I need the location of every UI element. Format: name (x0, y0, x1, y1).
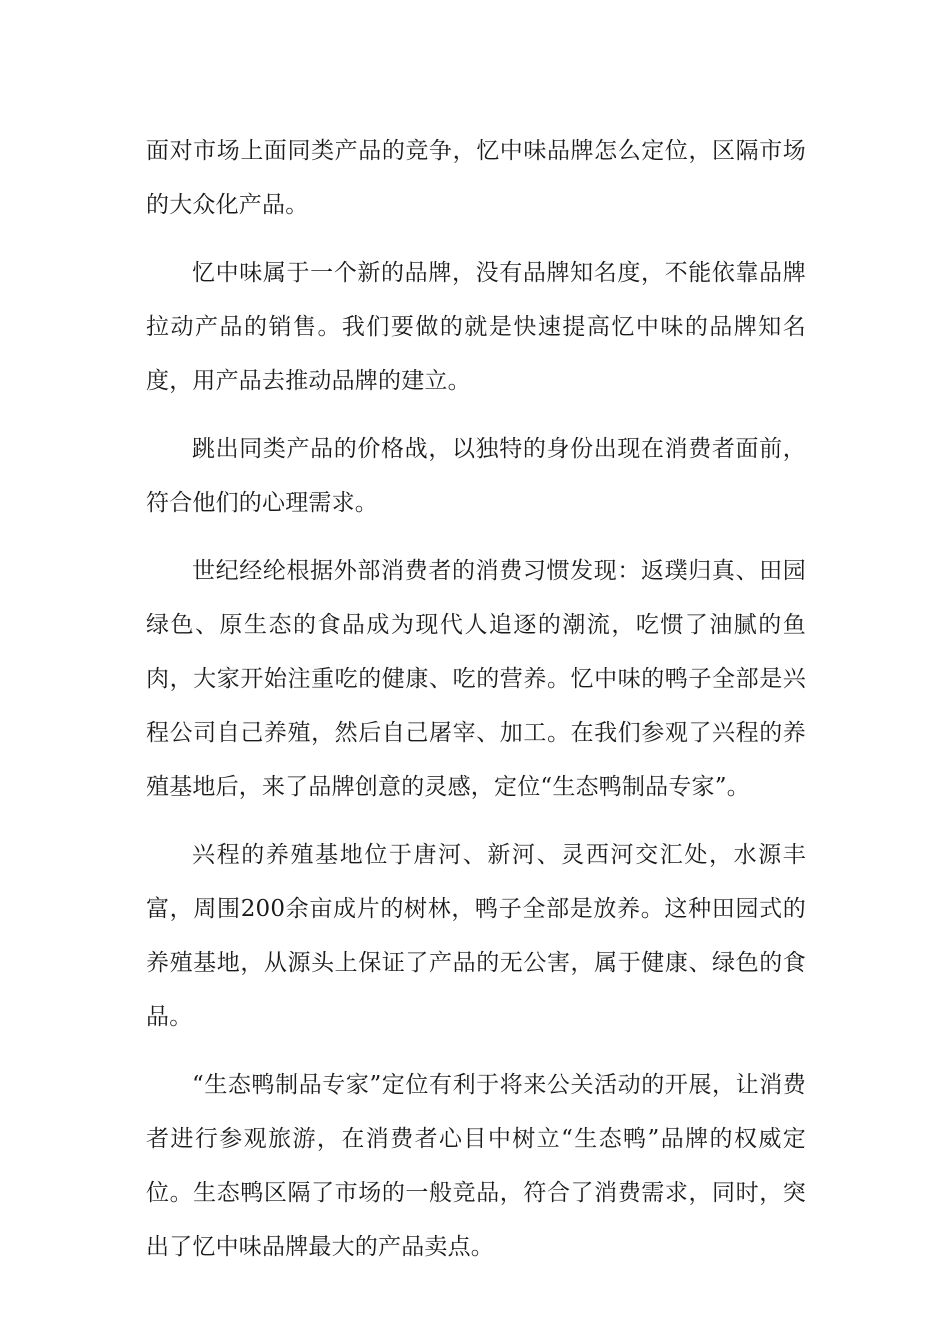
document-body (146, 124, 806, 1288)
paragraph-1: 面对市场上面同类产品的竞争，忆中味品牌怎么定位，区隔市场的大众化产品。 (146, 138, 806, 218)
paragraph-3: 跳出同类产品的价格战，以独特的身份出现在消费者面前，符合他们的心理需求。 (146, 436, 806, 516)
paragraph-4: 世纪经纶根据外部消费者的消费习惯发现：返璞归真、田园绿色、原生态的食品成为现代人追逐的潮流，吃惯了油腻的鱼肉，大家开始注重吃的健康、吃的营养。忆中味的鸭子全部是兴程公司自己养殖，然后自己屠宰、加工。在我们参观了兴程的养殖基地后，来了品牌创意的灵感，定位“生态鸭制品专家”。 (146, 558, 806, 800)
paragraph-2: 忆中味属于一个新的品牌，没有品牌知名度，不能依靠品牌拉动产品的销售。我们要做的就是快速提高忆中味的品牌知名度，用产品去推动品牌的建立。 (146, 260, 806, 394)
paragraph-5: 兴程的养殖基地位于唐河、新河、灵西河交汇处，水源丰富，周围200余亩成片的树林，鸭子全部是放养。这种田园式的养殖基地，从源头上保证了产品的无公害，属于健康、绿色的食品。 (146, 842, 806, 1030)
paragraph-6: “生态鸭制品专家”定位有利于将来公关活动的开展，让消费者进行参观旅游，在消费者心目中树立“生态鸭”品牌的权威定位。生态鸭区隔了市场的一般竞品，符合了消费需求，同时，突出了忆中味品牌最大的产品卖点。 (146, 1072, 806, 1260)
